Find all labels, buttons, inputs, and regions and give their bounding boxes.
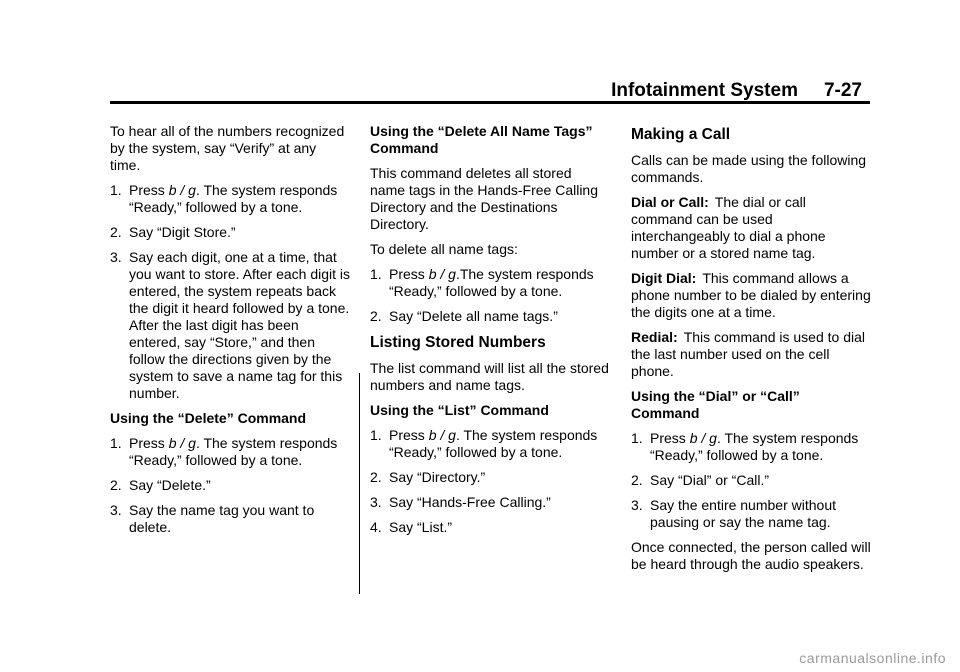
section-heading-listing: Listing Stored Numbers xyxy=(370,334,546,351)
voice-phone-icon: b / g xyxy=(428,427,456,443)
list-item: 2. Say “Delete all name tags.” xyxy=(370,308,558,324)
page-header xyxy=(0,0,960,110)
list-item: 2. Say “Directory.” xyxy=(370,469,486,485)
heading-dial-command: Using the “Dial” or “Call” Command xyxy=(631,388,800,421)
paragraph-verify: To hear all of the numbers recognized by the system, say “Verify” at any time. xyxy=(110,123,345,173)
item-number: 1. xyxy=(370,427,382,443)
running-header xyxy=(611,80,862,102)
list-item: 3. Say each digit, one at a time, that you want to store. After each digit is entered, the system repeats back the digit it heard followed by a tone. After the last digit has been entered, say “Store,” and then follow the directions given by the system to save a name tag for this number. xyxy=(110,249,351,401)
paragraph-delete-all: This command deletes all stored name tags in the Hands-Free Calling Directory and the Destinations Directory. xyxy=(370,165,599,232)
item-number: 3. xyxy=(110,502,122,518)
column-2 xyxy=(370,123,610,544)
item-number: 1. xyxy=(110,435,122,451)
paragraph-calls: Calls can be made using the following commands. xyxy=(631,152,867,185)
item-number: 2. xyxy=(370,308,382,324)
section-heading-making-call: Making a Call xyxy=(631,126,731,143)
heading-delete-all-command: Using the “Delete All Name Tags” Command xyxy=(370,123,593,156)
list-item: 1. Press b / g. The system responds “Ready,” followed by a tone. xyxy=(110,435,338,468)
item-number: 2. xyxy=(110,224,122,240)
item-number: 4. xyxy=(370,519,382,535)
item-number: 3. xyxy=(631,497,643,513)
watermark: carmanualsonline.info xyxy=(799,650,946,666)
definition-redial: Redial: This command is used to dial the last number used on the cell phone. xyxy=(631,329,865,379)
header-rule xyxy=(110,101,870,104)
list-item: 2. Say “Delete.” xyxy=(110,477,211,493)
item-number: 3. xyxy=(110,249,122,265)
list-item: 2. Say “Dial” or “Call.” xyxy=(631,472,770,488)
definition-digit-dial: Digit Dial: This command allows a phone number to be dialed by entering the digits one at a time. xyxy=(631,270,871,320)
paragraph-once-connected: Once connected, the person called will be heard through the audio speakers. xyxy=(631,539,871,572)
item-number: 2. xyxy=(631,472,643,488)
item-number: 2. xyxy=(370,469,382,485)
list-item: 3. Say “Hands-Free Calling.” xyxy=(370,494,551,510)
item-number: 2. xyxy=(110,477,122,493)
list-item: 1. Press b / g. The system responds “Ready,” followed by a tone. xyxy=(631,430,859,463)
item-number: 1. xyxy=(370,266,382,282)
column-divider xyxy=(359,373,360,594)
item-number: 1. xyxy=(110,182,122,198)
voice-phone-icon: b / g xyxy=(168,435,196,451)
voice-phone-icon: b / g xyxy=(689,430,717,446)
column-3 xyxy=(631,123,871,581)
page-number: 7-27 xyxy=(823,80,862,101)
list-item: 1. Press b / g. The system responds “Ready,” followed by a tone. xyxy=(370,427,598,460)
voice-phone-icon: b / g xyxy=(428,266,456,282)
list-item: 1. Press b / g.The system responds “Ready,” followed by a tone. xyxy=(370,266,594,299)
list-item: 2. Say “Digit Store.” xyxy=(110,224,236,240)
list-item: 3. Say the entire number without pausing or say the name tag. xyxy=(631,497,836,530)
item-number: 3. xyxy=(370,494,382,510)
heading-delete-command: Using the “Delete” Command xyxy=(110,410,307,426)
paragraph-to-delete: To delete all name tags: xyxy=(370,241,518,257)
paragraph-list: The list command will list all the stored numbers and name tags. xyxy=(370,360,609,393)
voice-phone-icon: b / g xyxy=(168,182,196,198)
heading-list-command: Using the “List” Command xyxy=(370,402,549,418)
item-number: 1. xyxy=(631,430,643,446)
definition-dial-or-call: Dial or Call: The dial or call command can be used interchangeably to dial a phone number or a stored name tag. xyxy=(631,194,826,261)
section-title: Infotainment System xyxy=(611,80,798,101)
list-item: 3. Say the name tag you want to delete. xyxy=(110,502,315,535)
list-item: 4. Say “List.” xyxy=(370,519,453,535)
column-1 xyxy=(110,123,350,544)
list-item: 1. Press b / g. The system responds “Ready,” followed by a tone. xyxy=(110,182,338,215)
